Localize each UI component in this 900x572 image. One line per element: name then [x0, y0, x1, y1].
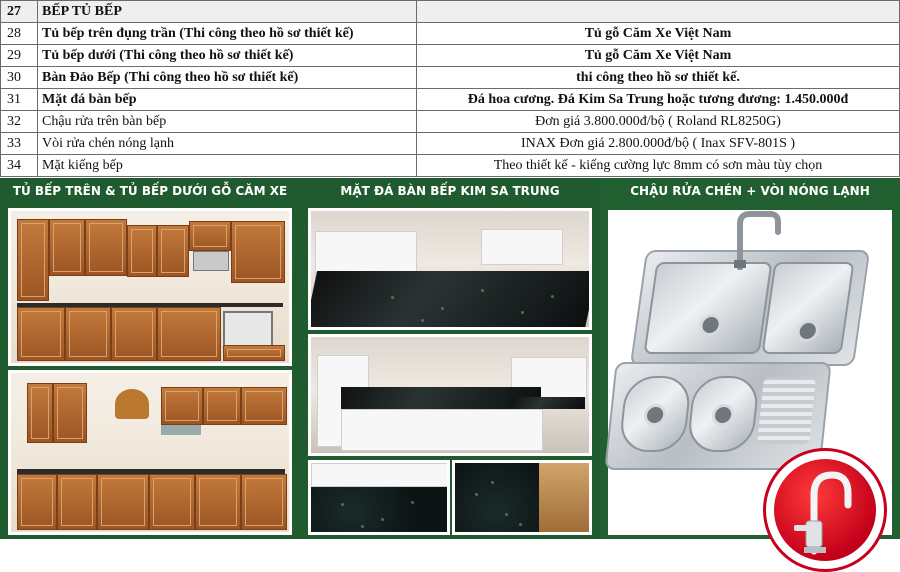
chrome-faucet-icon — [788, 465, 864, 557]
row-number: 33 — [1, 133, 38, 155]
row-number: 30 — [1, 67, 38, 89]
granite-counter-photo-1 — [308, 208, 592, 330]
row-value: Theo thiết kế - kiếng cường lực 8mm có sơn màu tùy chọn — [417, 155, 900, 177]
row-value: Tủ gỗ Căm Xe Việt Nam — [417, 45, 900, 67]
sink-product-image — [608, 210, 892, 535]
wood-kitchen-photo-1 — [8, 208, 292, 366]
row-number: 31 — [1, 89, 38, 111]
table-row — [1, 89, 900, 111]
row-number: 32 — [1, 111, 38, 133]
cabinets-panel-title: TỦ BẾP TRÊN & TỦ BẾP DƯỚI GỖ CĂM XE — [12, 184, 288, 198]
wood-kitchen-photo-2 — [8, 370, 292, 535]
row-value: thi công theo hồ sơ thiết kế. — [417, 67, 900, 89]
row-number: 28 — [1, 23, 38, 45]
table-row — [1, 1, 900, 23]
table-row — [1, 133, 900, 155]
row-item: Tủ bếp dưới (Thi công theo hồ sơ thiết kế) — [38, 45, 417, 67]
granite-panel — [300, 178, 600, 539]
row-item: Vòi rửa chén nóng lạnh — [38, 133, 417, 155]
row-value: INAX Đơn giá 2.800.000đ/bộ ( Inax SFV-801S ) — [417, 133, 900, 155]
cabinets-panel — [0, 178, 300, 539]
row-item: Tủ bếp trên đụng trần (Thi công theo hồ sơ thiết kế) — [38, 23, 417, 45]
table-row — [1, 23, 900, 45]
row-value: Đơn giá 3.800.000đ/bộ ( Roland RL8250G) — [417, 111, 900, 133]
sink-panel — [600, 178, 900, 539]
row-item: Chậu rửa trên bàn bếp — [38, 111, 417, 133]
table-row — [1, 111, 900, 133]
sink-panel-title: CHẬU RỬA CHÉN + VÒI NÓNG LẠNH — [630, 184, 870, 198]
granite-counter-photo-2 — [308, 334, 592, 456]
row-number: 34 — [1, 155, 38, 177]
table-row — [1, 155, 900, 177]
row-item: Bàn Đảo Bếp (Thi công theo hồ sơ thiết kế) — [38, 67, 417, 89]
faucet-icon — [726, 210, 796, 270]
row-value: Tủ gỗ Căm Xe Việt Nam — [417, 23, 900, 45]
row-item: BẾP TỦ BẾP — [38, 1, 417, 23]
faucet-badge — [763, 448, 887, 572]
table-row — [1, 45, 900, 67]
table-row — [1, 67, 900, 89]
spec-table — [0, 0, 900, 177]
row-item: Mặt đá bàn bếp — [38, 89, 417, 111]
granite-panel-title: MẶT ĐÁ BÀN BẾP KIM SA TRUNG — [340, 184, 560, 198]
row-number: 29 — [1, 45, 38, 67]
product-panels — [0, 178, 900, 539]
granite-counter-photo-3 — [308, 460, 450, 535]
row-value: Đá hoa cương. Đá Kim Sa Trung hoặc tương đương: 1.450.000đ — [417, 89, 900, 111]
row-value — [417, 1, 900, 23]
row-item: Mặt kiếng bếp — [38, 155, 417, 177]
granite-counter-photo-4 — [452, 460, 592, 535]
row-number: 27 — [1, 1, 38, 23]
